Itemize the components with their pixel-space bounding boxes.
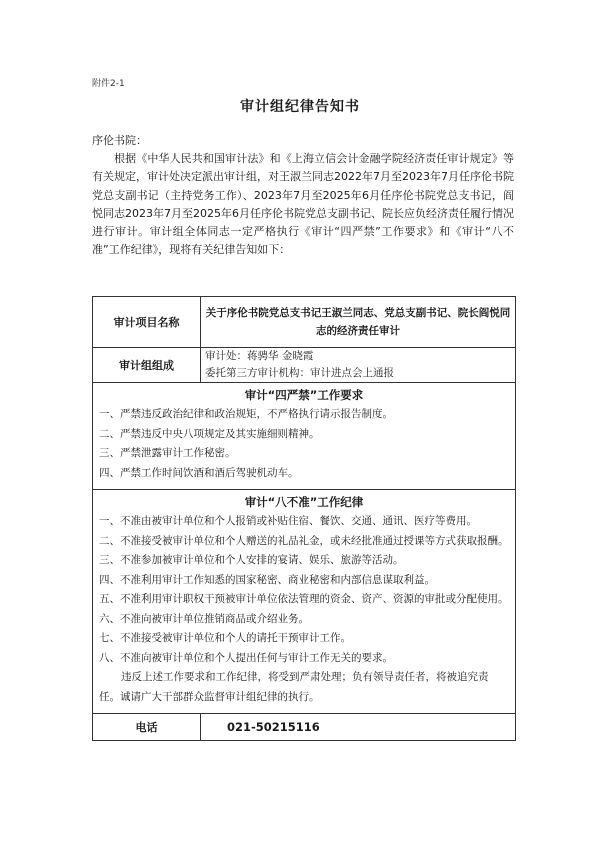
prohibition-item: 一、严禁违反政治纪律和政治规矩，不严格执行请示报告制度。 <box>99 408 393 420</box>
attachment-label: 附件2-1 <box>92 79 125 89</box>
audit-notice-table <box>92 296 516 741</box>
eight-rules-section <box>93 490 516 714</box>
phone-value: 021-50215116 <box>201 714 516 741</box>
team-value <box>201 348 516 383</box>
closing-statement: 违反上述工作要求和工作纪律，将受到严肃处理；负有领导责任者，将被追究责任。诚请广大干部群众监督审计组纪律的执行。 <box>99 671 489 703</box>
rule-item: 二、不准接受被审计单位和个人赠送的礼品礼金，或未经批准通过授课等方式获取报酬。 <box>99 534 509 547</box>
project-label: 审计项目名称 <box>93 297 201 348</box>
eight-rules-row <box>93 490 516 714</box>
four-prohibitions-section <box>93 383 516 490</box>
eight-rules-title: 审计“八不准”工作纪律 <box>244 495 364 509</box>
page-title: 审计组纪律告知书 <box>240 99 360 115</box>
rule-item: 五、不准利用审计职权干预被审计单位依法管理的资金、资产、资源的审批或分配使用。 <box>99 593 509 605</box>
rule-item: 六、不准向被审计单位推销商品或介绍业务。 <box>99 612 309 625</box>
rule-item: 一、不准由被审计单位和个人报销或补贴住宿、餐饮、交通、通讯、医疗等费用。 <box>99 515 477 527</box>
prohibition-item: 三、严禁泄露审计工作秘密。 <box>99 447 236 459</box>
team-label: 审计组组成 <box>93 348 201 383</box>
project-value: 关于序伦书院党总支书记王淑兰同志、党总支副书记、院长阎悦同志的经济责任审计 <box>201 297 516 348</box>
prohibition-item: 四、严禁工作时间饮酒和酒后驾驶机动车。 <box>99 466 299 479</box>
rule-item: 三、不准参加被审计单位和个人安排的宴请、娱乐、旅游等活动。 <box>99 554 404 566</box>
team-line-audit-office: 审计处：蒋骋华 金晓霞 <box>205 350 314 362</box>
rule-item: 八、不准向被审计单位和个人提出任何与审计工作无关的要求。 <box>99 651 393 664</box>
project-row <box>93 297 516 348</box>
phone-row <box>93 714 516 741</box>
intro-paragraph: 根据《中华人民共和国审计法》和《上海立信会计金融学院经济责任审计规定》等有关规定，审计处决定派出审计组，对王淑兰同志2022年7月至2023年7月任序伦书院党总支副书记（主持党务工作）、2023年7月至2025年6月任序伦书院党总支书记，阎悦同志2023年7月至2025年6月任序伦书院党总支副书记、院长应负经济责任履行情况进行审计。审计组全体同志一定严格执行《审计“四严禁”工作要求》和《审计“八不准”工作纪律》，现将有关纪律告知如下： <box>92 152 514 257</box>
rule-item: 四、不准利用审计工作知悉的国家秘密、商业秘密和内部信息谋取利益。 <box>99 573 435 586</box>
team-row <box>93 348 516 383</box>
team-line-third-party: 委托第三方审计机构：审计进点会上通报 <box>205 367 394 379</box>
four-prohibitions-row <box>93 383 516 490</box>
prohibition-item: 二、严禁违反中央八项规定及其实施细则精神。 <box>99 427 320 440</box>
rule-item: 七、不准接受被审计单位和个人的请托干预审计工作。 <box>99 632 351 644</box>
phone-label: 电话 <box>93 714 201 741</box>
salutation: 序伦书院： <box>92 134 147 147</box>
four-prohibitions-title: 审计“四严禁”工作要求 <box>244 388 364 402</box>
